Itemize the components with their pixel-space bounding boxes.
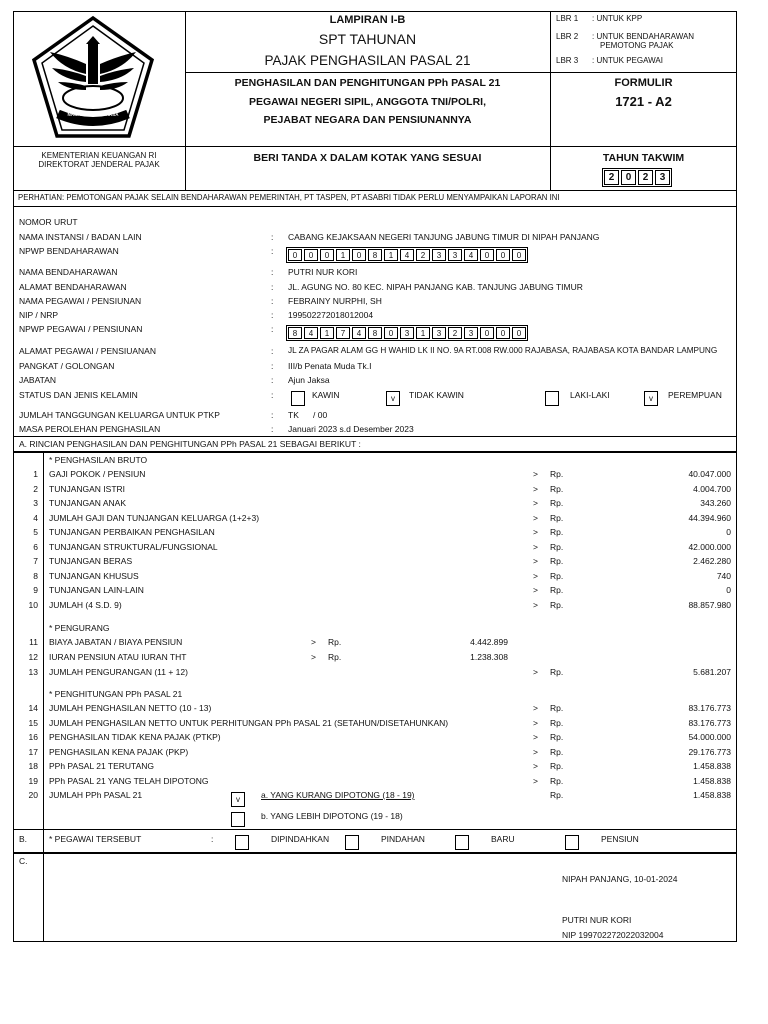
row-rp: Rp. bbox=[550, 776, 564, 786]
row-value: 0 bbox=[726, 527, 731, 537]
npwp-digit: 8 bbox=[368, 327, 382, 339]
spt-title: SPT TAHUNAN bbox=[318, 31, 417, 47]
row-value: 83.176.773 bbox=[688, 717, 731, 728]
npwp-digit: 3 bbox=[448, 249, 462, 261]
section-c-letter: C. bbox=[19, 856, 28, 866]
row-arrow: > bbox=[533, 761, 538, 772]
npwp-digit: 4 bbox=[352, 327, 366, 339]
row-rp: Rp. bbox=[550, 746, 564, 757]
kurang-dipotong-checkbox[interactable]: v bbox=[231, 792, 245, 807]
npwp-digit: 2 bbox=[448, 327, 462, 339]
nip-colon: : bbox=[271, 310, 274, 320]
row-label: TUNJANGAN LAIN-LAIN bbox=[49, 585, 144, 595]
lbr1-desc: : UNTUK KPP bbox=[592, 14, 643, 23]
row-value: 83.176.773 bbox=[688, 703, 731, 713]
nama-pegawai-label: NAMA PEGAWAI / PENSIUNAN bbox=[19, 296, 142, 306]
row-arrow: > bbox=[533, 527, 538, 537]
row-value: 1.458.838 bbox=[693, 790, 731, 800]
row-label: TUNJANGAN STRUKTURAL/FUNGSIONAL bbox=[49, 541, 218, 552]
dipindahkan-label: DIPINDAHKAN bbox=[271, 834, 330, 844]
row-label: GAJI POKOK / PENSIUN bbox=[49, 469, 146, 479]
dipindahkan-checkbox[interactable] bbox=[235, 835, 249, 850]
row-arrow: > bbox=[533, 717, 538, 728]
row-arrow: > bbox=[311, 652, 316, 662]
row-number: 7 bbox=[33, 556, 38, 566]
logo-emblem-icon bbox=[28, 14, 158, 144]
kawin-checkbox[interactable] bbox=[291, 391, 305, 406]
formulir-label: FORMULIR bbox=[614, 77, 673, 89]
lbr2-desc2: PEMOTONG PAJAK bbox=[600, 41, 674, 50]
tanggungan-label: JUMLAH TANGGUNGAN KELUARGA UNTUK PTKP bbox=[19, 410, 220, 420]
row-value: 1.238.308 bbox=[470, 652, 508, 662]
row-label: TUNJANGAN ANAK bbox=[49, 498, 126, 508]
section-a-title: A. RINCIAN PENGHASILAN DAN PENGHITUNGAN PPh PASAL 21 SEBAGAI BERIKUT : bbox=[19, 439, 361, 449]
row-arrow: > bbox=[533, 469, 538, 479]
row-rp: Rp. bbox=[550, 570, 564, 581]
row-number: 13 bbox=[28, 667, 38, 677]
row-number: 1 bbox=[33, 469, 38, 479]
npwp-digit: 0 bbox=[480, 249, 494, 261]
row-arrow: > bbox=[533, 732, 538, 743]
row-rp: Rp. bbox=[550, 667, 564, 677]
row-arrow: > bbox=[533, 512, 538, 523]
row-number: 18 bbox=[28, 761, 38, 772]
row-number: 8 bbox=[33, 570, 38, 581]
instansi-label: NAMA INSTANSI / BADAN LAIN bbox=[19, 232, 142, 242]
row-number: 4 bbox=[33, 512, 38, 523]
row-number: 9 bbox=[33, 585, 38, 595]
alamat-bendaharawan-colon: : bbox=[271, 282, 274, 292]
pindahan-label: PINDAHAN bbox=[381, 834, 425, 844]
row-arrow: > bbox=[533, 746, 538, 757]
subtitle-3: PEJABAT NEGARA DAN PENSIUNANNYA bbox=[263, 114, 472, 126]
row-value: 740 bbox=[716, 570, 731, 581]
npwp-digit: 1 bbox=[336, 249, 350, 261]
row-rp: Rp. bbox=[550, 541, 564, 552]
lebih-dipotong-checkbox[interactable] bbox=[231, 812, 245, 827]
row-rp: Rp. bbox=[550, 790, 564, 800]
subtitle-2: PEGAWAI NEGERI SIPIL, ANGGOTA TNI/POLRI, bbox=[248, 96, 487, 108]
npwp-digit: 0 bbox=[384, 327, 398, 339]
pensiun-checkbox[interactable] bbox=[565, 835, 579, 850]
row-rp: Rp. bbox=[550, 556, 564, 566]
jabatan-colon: : bbox=[271, 375, 274, 385]
row-label: JUMLAH PENGURANGAN (11 + 12) bbox=[49, 667, 188, 677]
row-rp: Rp. bbox=[550, 585, 564, 595]
row-arrow: > bbox=[533, 556, 538, 566]
bruto-heading: * PENGHASILAN BRUTO bbox=[49, 455, 148, 465]
alamat-bendaharawan-label: ALAMAT BENDAHARAWAN bbox=[19, 282, 127, 292]
formulir-code: 1721 - A2 bbox=[615, 94, 672, 109]
row-rp: Rp. bbox=[328, 652, 342, 662]
year-digit: 3 bbox=[655, 170, 670, 185]
row-rp: Rp. bbox=[550, 483, 564, 494]
row-label: TUNJANGAN BERAS bbox=[49, 556, 133, 566]
status-label: STATUS DAN JENIS KELAMIN bbox=[19, 390, 138, 400]
pensiun-label: PENSIUN bbox=[601, 834, 639, 844]
lbr1-code: LBR 1 bbox=[556, 14, 579, 23]
row-label: JUMLAH PENGHASILAN NETTO (10 - 13) bbox=[49, 703, 212, 713]
row-value: 44.394.960 bbox=[688, 512, 731, 523]
npwp-digit: 4 bbox=[400, 249, 414, 261]
row-arrow: > bbox=[533, 599, 538, 610]
nomor-urut-label: NOMOR URUT bbox=[19, 217, 78, 227]
npwp-bendaharawan-label: NPWP BENDAHARAWAN bbox=[19, 246, 119, 256]
row-arrow: > bbox=[533, 585, 538, 595]
year-digit: 2 bbox=[638, 170, 653, 185]
section-c-line bbox=[13, 852, 737, 854]
npwp-digit: 1 bbox=[320, 327, 334, 339]
row-number: 3 bbox=[33, 498, 38, 508]
row-rp: Rp. bbox=[550, 717, 564, 728]
kawin-label: KAWIN bbox=[312, 390, 340, 400]
masa-label: MASA PEROLEHAN PENGHASILAN bbox=[19, 424, 161, 434]
npwp-digit: 2 bbox=[416, 249, 430, 261]
row-arrow: > bbox=[533, 541, 538, 552]
row-number: 19 bbox=[28, 776, 38, 786]
npwp-digit: 0 bbox=[288, 249, 302, 261]
row-value: 4.004.700 bbox=[693, 483, 731, 494]
year-boxes bbox=[602, 168, 672, 187]
row-number: 12 bbox=[28, 652, 38, 662]
pindahan-checkbox[interactable] bbox=[345, 835, 359, 850]
nama-bendaharawan-value: PUTRI NUR KORI bbox=[288, 267, 358, 277]
masa-value: Januari 2023 s.d Desember 2023 bbox=[288, 424, 414, 434]
pangkat-colon: : bbox=[271, 361, 274, 371]
row-label: PENGHASILAN KENA PAJAK (PKP) bbox=[49, 746, 189, 757]
row-value: 42.000.000 bbox=[688, 541, 731, 552]
row-number: 6 bbox=[33, 541, 38, 552]
row-label: PENGHASILAN TIDAK KENA PAJAK (PTKP) bbox=[49, 732, 221, 743]
npwp-digit: 0 bbox=[320, 249, 334, 261]
row-arrow: > bbox=[533, 498, 538, 508]
number-column-divider bbox=[43, 451, 44, 942]
lbr3-desc: : UNTUK PEGAWAI bbox=[592, 56, 663, 65]
tidak-kawin-checkbox[interactable]: v bbox=[386, 391, 400, 406]
row-rp: Rp. bbox=[550, 527, 564, 537]
subtitle-1: PENGHASILAN DAN PENGHITUNGAN PPh PASAL 21 bbox=[234, 77, 501, 89]
row-label: PPh PASAL 21 YANG TELAH DIPOTONG bbox=[49, 776, 209, 786]
perempuan-checkbox[interactable]: v bbox=[644, 391, 658, 406]
header-line-2 bbox=[13, 146, 737, 147]
header-line-1 bbox=[185, 72, 737, 73]
row-rp: Rp. bbox=[550, 732, 564, 743]
alamat-bendaharawan-value: JL. AGUNG NO. 80 KEC. NIPAH PANJANG KAB. TANJUNG JABUNG TIMUR bbox=[288, 282, 583, 292]
row-number: 10 bbox=[28, 599, 38, 610]
row-value: 343.260 bbox=[700, 498, 731, 508]
npwp-digit: 8 bbox=[368, 249, 382, 261]
row-arrow: > bbox=[533, 483, 538, 494]
alamat-pegawai-value: JL ZA PAGAR ALAM GG H WAHID LK II NO. 9A RT.008 RW.000 RAJABASA, RAJABASA KOTA BANDAR LAMPUNG bbox=[288, 346, 718, 355]
signer-name: PUTRI NUR KORI bbox=[562, 915, 632, 925]
npwp-pegawai-colon: : bbox=[271, 324, 274, 334]
row-number: 2 bbox=[33, 483, 38, 494]
row-label: JUMLAH GAJI DAN TUNJANGAN KELUARGA (1+2+3) bbox=[49, 512, 260, 523]
section-b-letter: B. bbox=[19, 834, 28, 844]
tanggungan-colon: : bbox=[271, 410, 274, 420]
npwp-digit: 0 bbox=[512, 249, 526, 261]
npwp-digit: 0 bbox=[304, 249, 318, 261]
npwp-digit: 3 bbox=[464, 327, 478, 339]
jabatan-value: Ajun Jaksa bbox=[288, 375, 330, 385]
section-a-line-2 bbox=[13, 451, 737, 453]
row-rp: Rp. bbox=[328, 637, 342, 647]
npwp-digit: 0 bbox=[496, 327, 510, 339]
year-digit: 0 bbox=[621, 170, 636, 185]
row-number: 15 bbox=[28, 717, 38, 728]
signature-place-date: NIPAH PANJANG, 10-01-2024 bbox=[562, 874, 678, 884]
notice-line bbox=[13, 206, 737, 207]
row-value: 0 bbox=[726, 585, 731, 595]
npwp-digit: 0 bbox=[480, 327, 494, 339]
row-value: 40.047.000 bbox=[688, 469, 731, 479]
pengurang-heading: * PENGURANG bbox=[49, 623, 110, 633]
row-label: JUMLAH (4 S.D. 9) bbox=[49, 599, 122, 610]
npwp-digit: 1 bbox=[384, 249, 398, 261]
npwp-digit: 7 bbox=[336, 327, 350, 339]
row-value: 4.442.899 bbox=[470, 637, 508, 647]
lbr2-code: LBR 2 bbox=[556, 32, 579, 41]
instansi-value: CABANG KEJAKSAAN NEGERI TANJUNG JABUNG TIMUR DI NIPAH PANJANG bbox=[288, 232, 600, 242]
row-label: JUMLAH PENGHASILAN NETTO UNTUK PERHITUNGAN PPh PASAL 21 (SETAHUN/DISETAHUNKAN) bbox=[49, 717, 449, 728]
ministry-line-1: KEMENTERIAN KEUANGAN RI bbox=[41, 151, 157, 160]
year-digit: 2 bbox=[604, 170, 619, 185]
row-value: 2.462.280 bbox=[693, 556, 731, 566]
row-number: 14 bbox=[28, 703, 38, 713]
npwp-bendaharawan-colon: : bbox=[271, 246, 274, 256]
nama-bendaharawan-colon: : bbox=[271, 267, 274, 277]
row-label: JUMLAH PPh PASAL 21 bbox=[49, 790, 143, 800]
ministry-line-2: DIREKTORAT JENDERAL PAJAK bbox=[38, 160, 160, 169]
npwp-digit: 3 bbox=[432, 327, 446, 339]
alamat-pegawai-label: ALAMAT PEGAWAI / PENSIUANAN bbox=[19, 346, 156, 356]
nip-value: 199502272018012004 bbox=[288, 310, 374, 320]
row-rp: Rp. bbox=[550, 599, 564, 610]
row-value: 1.458.838 bbox=[693, 761, 731, 772]
row-rp: Rp. bbox=[550, 512, 564, 523]
alamat-pegawai-colon: : bbox=[271, 346, 274, 356]
row-arrow: > bbox=[533, 776, 538, 786]
row-number: 17 bbox=[28, 746, 38, 757]
logo-motto: NAGARA DANA RAKSA bbox=[67, 112, 119, 117]
row-label: BIAYA JABATAN / BIAYA PENSIUN bbox=[49, 637, 183, 647]
baru-checkbox[interactable] bbox=[455, 835, 469, 850]
tahun-label: TAHUN TAKWIM bbox=[602, 152, 685, 164]
baru-label: BARU bbox=[491, 834, 515, 844]
npwp-digit: 3 bbox=[400, 327, 414, 339]
djp-logo bbox=[28, 14, 158, 144]
masa-colon: : bbox=[271, 424, 274, 434]
row-arrow: > bbox=[533, 703, 538, 713]
row-label: TUNJANGAN PERBAIKAN PENGHASILAN bbox=[49, 527, 215, 537]
row-arrow: > bbox=[533, 570, 538, 581]
perempuan-label: PEREMPUAN bbox=[668, 390, 722, 400]
npwp-pegawai-boxes bbox=[286, 325, 528, 341]
row-rp: Rp. bbox=[550, 469, 564, 479]
row-label: IURAN PENSIUN ATAU IURAN THT bbox=[49, 652, 187, 662]
npwp-digit: 4 bbox=[464, 249, 478, 261]
npwp-pegawai-label: NPWP PEGAWAI / PENSIUNAN bbox=[19, 324, 143, 334]
header-line-3 bbox=[13, 190, 737, 191]
row-rp: Rp. bbox=[550, 761, 564, 772]
notice-text: PERHATIAN: PEMOTONGAN PAJAK SELAIN BENDAHARAWAN PEMERINTAH, PT TASPEN, PT ASABRI TIDAK PERLU MENYAMPAIKAN LAPORAN INI bbox=[18, 193, 560, 202]
tanggungan-value: TK / 00 bbox=[288, 410, 328, 420]
lampiran-title: LAMPIRAN I-B bbox=[329, 14, 406, 26]
signer-nip: NIP 199702272022032004 bbox=[562, 930, 664, 940]
lbr3-code: LBR 3 bbox=[556, 56, 579, 65]
npwp-digit: 8 bbox=[288, 327, 302, 339]
nama-bendaharawan-label: NAMA BENDAHARAWAN bbox=[19, 267, 118, 277]
npwp-digit: 0 bbox=[496, 249, 510, 261]
npwp-digit: 0 bbox=[352, 249, 366, 261]
section-b-label: * PEGAWAI TERSEBUT bbox=[49, 834, 142, 844]
section-a-line bbox=[13, 436, 737, 437]
npwp-digit: 4 bbox=[304, 327, 318, 339]
section-b-line bbox=[13, 829, 737, 830]
row-value: 54.000.000 bbox=[688, 732, 731, 743]
nama-pegawai-colon: : bbox=[271, 296, 274, 306]
row-number: 20 bbox=[28, 790, 38, 800]
tidak-kawin-label: TIDAK KAWIN bbox=[409, 390, 464, 400]
lebih-dipotong-label: b. YANG LEBIH DIPOTONG (19 - 18) bbox=[261, 811, 403, 821]
npwp-digit: 3 bbox=[432, 249, 446, 261]
laki-laki-checkbox[interactable] bbox=[545, 391, 559, 406]
row-arrow: > bbox=[311, 637, 316, 647]
row-number: 11 bbox=[29, 637, 38, 647]
jabatan-label: JABATAN bbox=[19, 375, 56, 385]
row-rp: Rp. bbox=[550, 703, 564, 713]
row-value: 88.857.980 bbox=[688, 599, 731, 610]
laki-laki-label: LAKI-LAKI bbox=[570, 390, 610, 400]
pangkat-value: III/b Penata Muda Tk.I bbox=[288, 361, 372, 371]
row-label: TUNJANGAN ISTRI bbox=[49, 483, 126, 494]
npwp-digit: 0 bbox=[512, 327, 526, 339]
row-value: 1.458.838 bbox=[693, 776, 731, 786]
row-label: TUNJANGAN KHUSUS bbox=[49, 570, 139, 581]
nama-pegawai-value: FEBRAINY NURPHI, SH bbox=[288, 296, 382, 306]
status-colon: : bbox=[271, 390, 274, 400]
npwp-bendaharawan-boxes bbox=[286, 247, 528, 263]
instruction-text: BERI TANDA X DALAM KOTAK YANG SESUAI bbox=[253, 152, 482, 164]
pph-heading: * PENGHITUNGAN PPh PASAL 21 bbox=[49, 689, 183, 699]
kurang-dipotong-label: a. YANG KURANG DIPOTONG (18 - 19) bbox=[261, 790, 415, 800]
row-label: PPh PASAL 21 TERUTANG bbox=[49, 761, 155, 772]
npwp-digit: 1 bbox=[416, 327, 430, 339]
lbr2-desc: : UNTUK BENDAHARAWAN bbox=[592, 32, 695, 41]
pangkat-label: PANGKAT / GOLONGAN bbox=[19, 361, 115, 371]
row-number: 16 bbox=[28, 732, 38, 743]
row-rp: Rp. bbox=[550, 498, 564, 508]
nip-label: NIP / NRP bbox=[19, 310, 59, 320]
row-arrow: > bbox=[533, 667, 538, 677]
section-b-colon: : bbox=[211, 834, 214, 844]
instansi-colon: : bbox=[271, 232, 274, 242]
row-number: 5 bbox=[33, 527, 38, 537]
row-value: 29.176.773 bbox=[688, 746, 731, 757]
pph-title: PAJAK PENGHASILAN PASAL 21 bbox=[264, 53, 471, 68]
row-value: 5.681.207 bbox=[693, 667, 731, 677]
